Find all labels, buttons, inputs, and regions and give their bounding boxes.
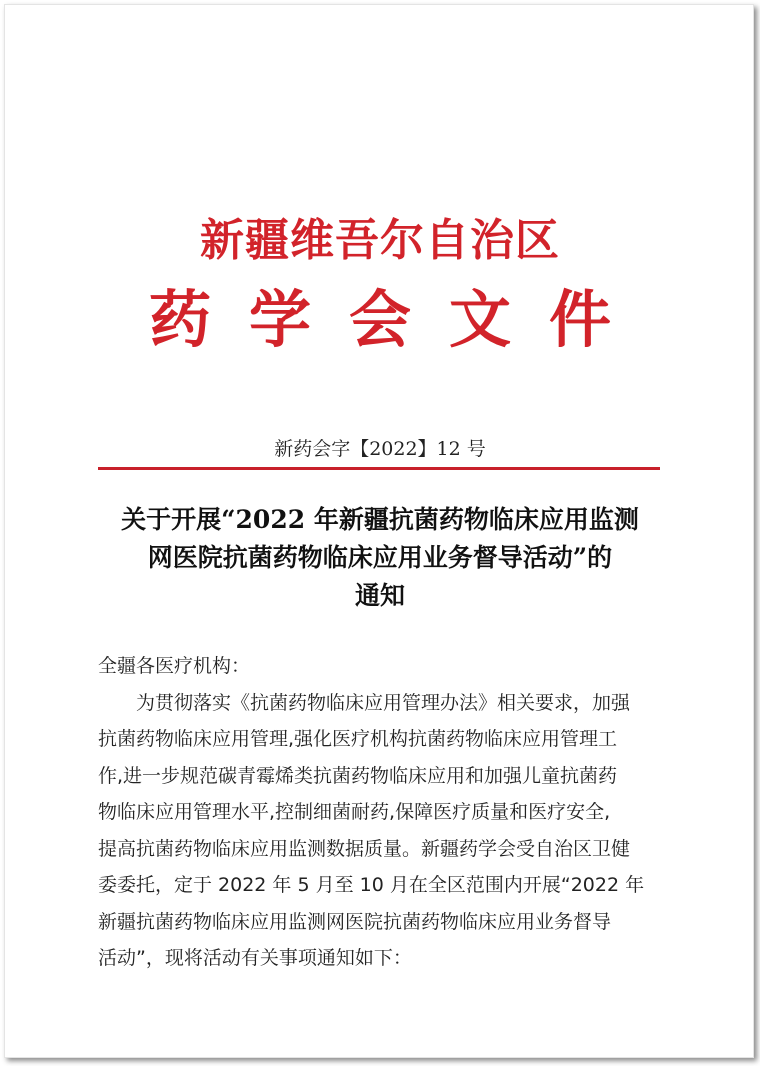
paragraph-line: 新疆抗菌药物临床应用监测网医院抗菌药物临床应用业务督导 <box>98 910 612 933</box>
paragraph-line: 活动”，现将活动有关事项通知如下： <box>98 947 412 969</box>
document-type-heading: 药学会文件 <box>148 283 649 356</box>
issuing-organization: 新疆维吾尔自治区 <box>200 215 560 266</box>
notice-title-line: 网医院抗菌药物临床应用业务督导活动”的 <box>147 543 613 572</box>
paragraph-line: 为贯彻落实《抗菌药物临床应用管理办法》相关要求，加强 <box>136 691 631 714</box>
salutation: 全疆各医疗机构： <box>98 655 251 677</box>
notice-body <box>98 648 672 977</box>
notice-title <box>60 501 700 615</box>
document-number: 新药会字【2022】12 号 <box>274 438 486 460</box>
paragraph-line: 作,进一步规范碳青霉烯类抗菌药物临床应用和加强儿童抗菌药 <box>98 764 618 787</box>
paragraph-line: 提高抗菌药物临床应用监测数据质量。新疆药学会受自治区卫健 <box>98 837 631 860</box>
paragraph-line: 委委托，定于 2022 年 5 月至 10 月在全区范围内开展“2022 年 <box>98 874 645 896</box>
notice-title-line: 关于开展“2022 年新疆抗菌药物临床应用监测 <box>121 505 639 534</box>
red-divider-line <box>98 467 660 470</box>
notice-title-line: 通知 <box>354 581 405 610</box>
paragraph-line: 抗菌药物临床应用管理,强化医疗机构抗菌药物临床应用管理工 <box>98 728 618 750</box>
paragraph-line: 物临床应用管理水平,控制细菌耐药,保障医疗质量和医疗安全, <box>98 801 611 823</box>
